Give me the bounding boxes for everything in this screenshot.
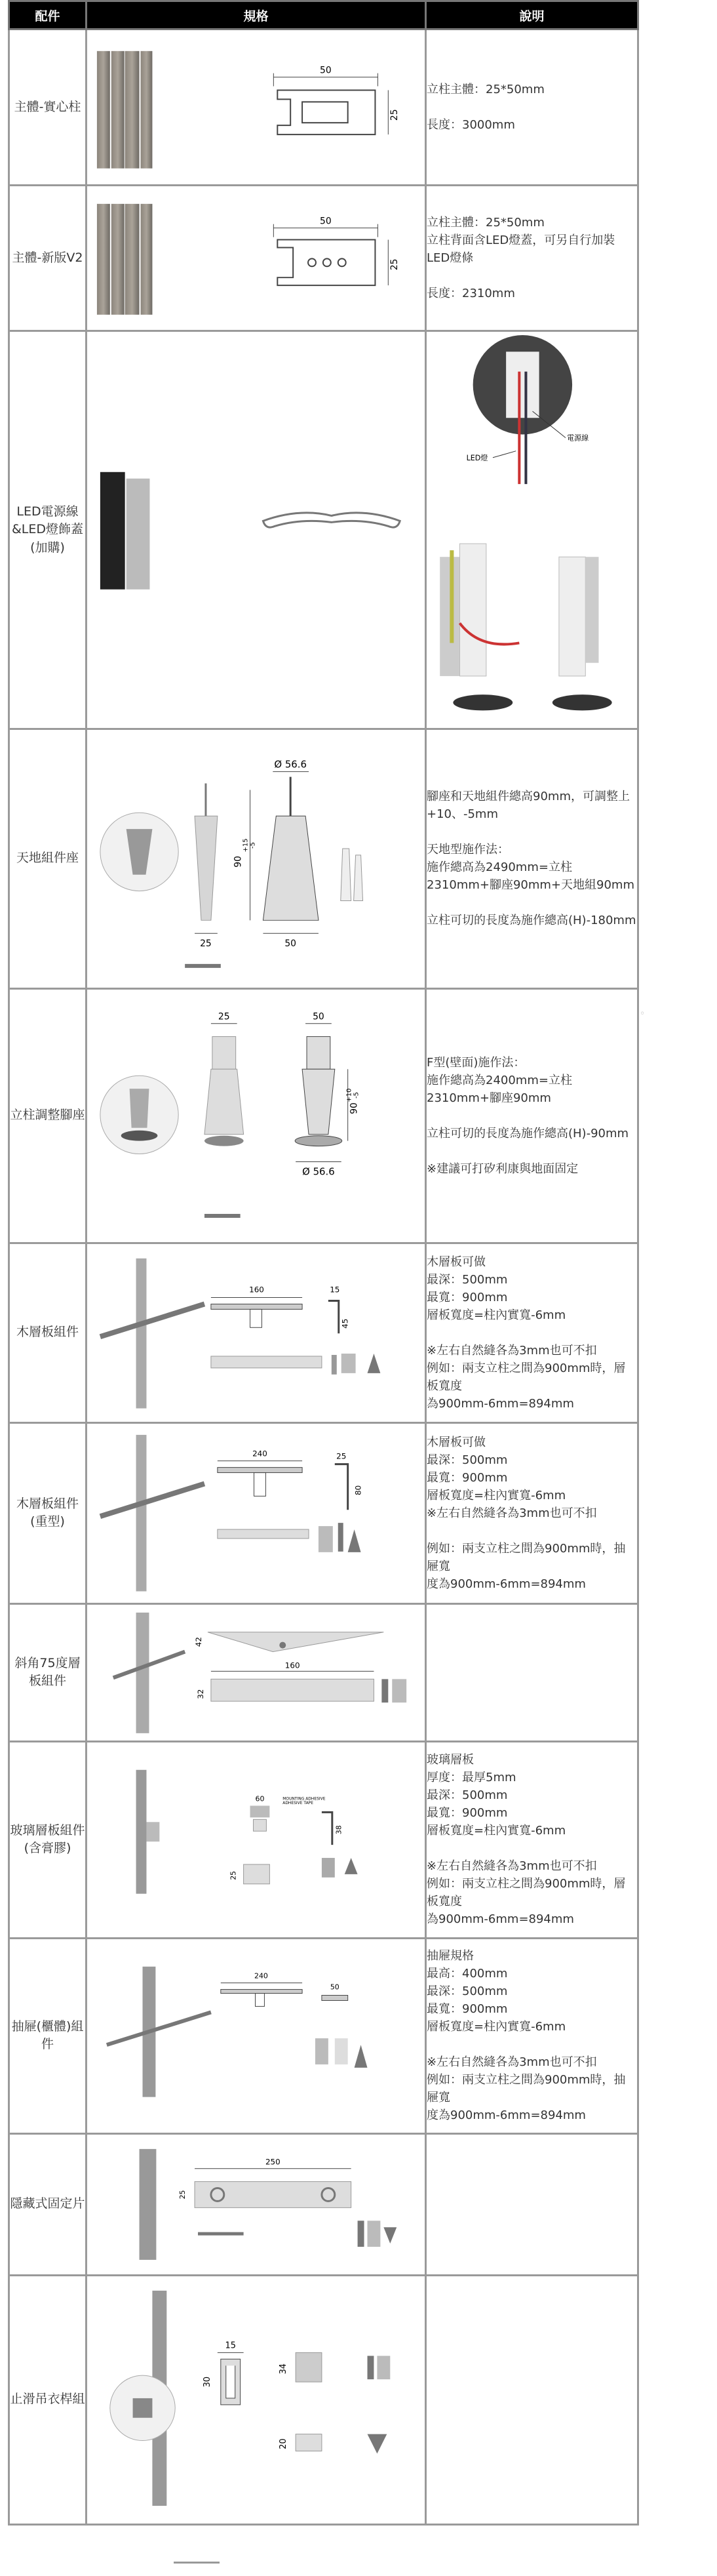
wood-shelf-drawing xyxy=(87,1245,425,1420)
desc-line xyxy=(427,267,637,285)
item-name: 主體-實心柱 xyxy=(9,30,87,186)
item-desc xyxy=(426,186,638,331)
adhesive-tape-label: MOUNTING ADHESIVE ADHESIVE TAPE xyxy=(282,1796,326,1806)
dim-45: 45 xyxy=(340,1318,350,1329)
desc-line: ※左右自然縫各為3mm也可不扣 xyxy=(427,1343,597,1358)
desc-line xyxy=(427,1840,637,1857)
dim-tolerance: +15-5 xyxy=(242,838,257,853)
item-name: 隱藏式固定片 xyxy=(9,2133,87,2275)
desc-line: 玻璃層板 xyxy=(427,1753,474,1767)
desc-line: 抽屜規格 xyxy=(427,1949,474,1963)
hanging-rail-drawing xyxy=(87,2278,425,2522)
spec-cell xyxy=(87,331,426,729)
dim-50: 50 xyxy=(284,938,297,950)
dim-25: 25 xyxy=(229,1870,238,1880)
item-name: 木層板組件(重型) xyxy=(9,1422,87,1603)
dim-diameter: Ø 56.6 xyxy=(302,1165,335,1178)
drawer-drawing xyxy=(87,1941,425,2131)
dim-width: 50 xyxy=(320,65,332,76)
item-desc xyxy=(426,1243,638,1422)
page-marker: ◦ xyxy=(640,1009,646,1019)
item-name: LED電源線&LED燈飾蓋(加購) xyxy=(9,331,87,729)
desc-line: 最寬：900mm xyxy=(427,1290,508,1304)
desc-line: 例如：兩支立柱之間為900mm時，層板寬度 xyxy=(427,1877,626,1909)
desc-line xyxy=(427,1324,637,1342)
dim-diameter: Ø 56.6 xyxy=(274,758,307,771)
dim-90: 90 xyxy=(349,1102,360,1115)
desc-line: 最寬：900mm xyxy=(427,1806,508,1821)
desc-line: 腳座和天地組件總高90mm，可調整上+10、-5mm xyxy=(427,790,630,822)
desc-line xyxy=(427,894,637,912)
header-desc: 說明 xyxy=(426,1,638,30)
item-desc xyxy=(426,988,638,1243)
spec-cell xyxy=(87,988,426,1243)
spec-cell xyxy=(87,2275,426,2524)
spec-cell xyxy=(87,2133,426,2275)
desc-line: 最寬：900mm xyxy=(427,1470,508,1485)
desc-line: ※左右自然縫各為3mm也可不扣 xyxy=(427,2055,597,2070)
hidden-bracket-drawing xyxy=(87,2136,425,2273)
footer-divider xyxy=(174,2562,220,2564)
dim-160: 160 xyxy=(249,1285,264,1295)
table-row xyxy=(9,331,638,729)
dim-80: 80 xyxy=(353,1485,363,1495)
item-name: 玻璃層板組件(含膏膠) xyxy=(9,1741,87,1938)
dim-250: 250 xyxy=(265,2157,281,2167)
header-item: 配件 xyxy=(9,1,87,30)
desc-line: 立柱主體：25*50mm xyxy=(427,216,545,230)
item-desc xyxy=(426,2133,638,2275)
item-desc xyxy=(426,1938,638,2133)
spec-cell xyxy=(87,1741,426,1938)
glass-shelf-drawing xyxy=(87,1744,425,1935)
desc-line: ※建議可打矽利康與地面固定 xyxy=(427,1161,579,1176)
desc-line: 最深：500mm xyxy=(427,1788,508,1803)
floor-ceiling-base-drawing xyxy=(87,731,425,986)
item-desc xyxy=(426,1603,638,1741)
spec-cell xyxy=(87,729,426,988)
desc-line: 立柱可切的長度為施作總高(H)-90mm xyxy=(427,1126,629,1140)
led-illustration-cell xyxy=(426,331,638,729)
table-row xyxy=(9,1938,638,2133)
desc-line: 天地型施作法： xyxy=(427,843,509,857)
table-row xyxy=(9,2275,638,2524)
desc-line: 立柱可切的長度為施作總高(H)-180mm xyxy=(427,914,636,928)
dim-38: 38 xyxy=(334,1825,343,1835)
desc-line: ※左右自然縫各為3mm也可不扣 xyxy=(427,1859,597,1874)
item-name: 天地組件座 xyxy=(9,729,87,988)
table-row xyxy=(9,1243,638,1422)
desc-line: 最深：500mm xyxy=(427,1453,508,1467)
item-desc xyxy=(426,1741,638,1938)
desc-line: 立柱背面含LED燈蓋，可另自行加裝LED燈條 xyxy=(427,233,615,265)
desc-line: 最深：500mm xyxy=(427,1984,508,1999)
dim-width: 50 xyxy=(320,216,332,227)
spec-cell xyxy=(87,1603,426,1741)
dim-25: 25 xyxy=(218,1011,230,1022)
spec-table xyxy=(8,0,639,2526)
desc-line: 最深：500mm xyxy=(427,1272,508,1287)
table-row xyxy=(9,1741,638,1938)
desc-line: 層板寬度=柱內實寬-6mm xyxy=(427,1824,566,1838)
desc-line: 最高：400mm xyxy=(427,1967,508,1981)
table-row xyxy=(9,1422,638,1603)
table-row xyxy=(9,1603,638,1741)
desc-line: 施作總高為2400mm=立柱2310mm+腳座90mm xyxy=(427,1073,572,1105)
desc-line: 度為900mm-6mm=894mm xyxy=(427,2108,586,2123)
angled-shelf-drawing xyxy=(87,1606,425,1739)
dim-25: 25 xyxy=(336,1451,347,1461)
desc-line: 例如：兩支立柱之間為900mm時，層板寬度 xyxy=(427,1361,626,1393)
desc-line: F型(壁面)施作法： xyxy=(427,1055,526,1070)
desc-line: 例如：兩支立柱之間為900mm時，抽屜寬 xyxy=(427,1541,626,1573)
dim-25: 25 xyxy=(178,2190,187,2200)
dim-height: 25 xyxy=(389,258,400,271)
desc-line: 厚度：最厚5mm xyxy=(427,1771,516,1785)
item-name: 木層板組件 xyxy=(9,1243,87,1422)
desc-line: 層板寬度=柱內實寬-6mm xyxy=(427,2020,566,2034)
dim-15: 15 xyxy=(225,2341,236,2351)
table-row xyxy=(9,30,638,186)
dim-160: 160 xyxy=(284,1660,300,1670)
dim-34: 34 xyxy=(279,2364,289,2375)
desc-line: 層板寬度=柱內實寬-6mm xyxy=(427,1308,566,1322)
dim-90: 90 xyxy=(233,856,244,868)
dim-50: 50 xyxy=(313,1011,324,1022)
table-header-row xyxy=(9,1,638,30)
table-row xyxy=(9,988,638,1243)
dim-20: 20 xyxy=(279,2438,289,2449)
v2-post-drawing xyxy=(87,188,425,329)
led-cover-drawing xyxy=(87,335,425,725)
desc-line: 木層板可做 xyxy=(427,1435,486,1449)
item-name: 斜角75度層板組件 xyxy=(9,1603,87,1741)
solid-post-drawing xyxy=(87,31,425,183)
desc-line xyxy=(427,1522,637,1540)
spec-cell xyxy=(87,186,426,331)
desc-line xyxy=(427,2036,637,2053)
desc-line: 立柱主體：25*50mm xyxy=(427,83,545,96)
spec-cell xyxy=(87,1938,426,2133)
dim-60: 60 xyxy=(255,1794,265,1803)
item-name: 止滑吊衣桿組 xyxy=(9,2275,87,2524)
desc-line: 為900mm-6mm=894mm xyxy=(427,1396,574,1411)
desc-line: 施作總高為2490mm=立柱2310mm+腳座90mm+天地組90mm xyxy=(427,860,634,893)
adjustable-foot-drawing xyxy=(87,991,425,1240)
table-row xyxy=(9,729,638,988)
table-row xyxy=(9,186,638,331)
item-name: 立柱調整腳座 xyxy=(9,988,87,1243)
dim-32: 32 xyxy=(195,1689,205,1699)
spec-cell xyxy=(87,1422,426,1603)
dim-height: 25 xyxy=(389,109,400,121)
desc-line: 長度：3000mm xyxy=(427,118,515,132)
dim-240: 240 xyxy=(252,1449,267,1459)
item-desc xyxy=(426,1422,638,1603)
desc-line: 最寬：900mm xyxy=(427,2002,508,2017)
dim-tolerance: +10-5 xyxy=(345,1088,360,1102)
desc-line: 例如：兩支立柱之間為900mm時，抽屜寬 xyxy=(427,2073,626,2105)
desc-line: 木層板可做 xyxy=(427,1255,486,1269)
spec-cell xyxy=(87,30,426,186)
desc-line: ※左右自然縫各為3mm也可不扣 xyxy=(427,1506,597,1520)
label-power: 電源線 xyxy=(566,433,589,443)
desc-line: 層板寬度=柱內實寬-6mm xyxy=(427,1488,566,1502)
header-spec: 規格 xyxy=(87,1,426,30)
led-power-illustration xyxy=(427,332,637,728)
dim-30: 30 xyxy=(202,2377,212,2388)
item-desc xyxy=(426,2275,638,2524)
desc-line xyxy=(427,1107,637,1125)
item-name: 主體-新版V2 xyxy=(9,186,87,331)
desc-line: 度為900mm-6mm=894mm xyxy=(427,1577,586,1591)
table-row xyxy=(9,2133,638,2275)
desc-line xyxy=(427,98,637,116)
desc-line xyxy=(427,1142,637,1160)
dim-15: 15 xyxy=(330,1285,340,1295)
desc-line: 長度：2310mm xyxy=(427,287,515,300)
dim-50: 50 xyxy=(330,1982,339,1992)
label-led: LED燈 xyxy=(466,453,488,462)
item-desc xyxy=(426,30,638,186)
item-name: 抽屜(櫃體)組件 xyxy=(9,1938,87,2133)
heavy-shelf-drawing xyxy=(87,1425,425,1601)
item-desc xyxy=(426,729,638,988)
spec-cell xyxy=(87,1243,426,1422)
desc-line: 為900mm-6mm=894mm xyxy=(427,1912,574,1927)
dim-240: 240 xyxy=(254,1971,268,1981)
dim-25: 25 xyxy=(200,938,212,950)
dim-42: 42 xyxy=(193,1636,203,1647)
desc-line xyxy=(427,823,637,841)
